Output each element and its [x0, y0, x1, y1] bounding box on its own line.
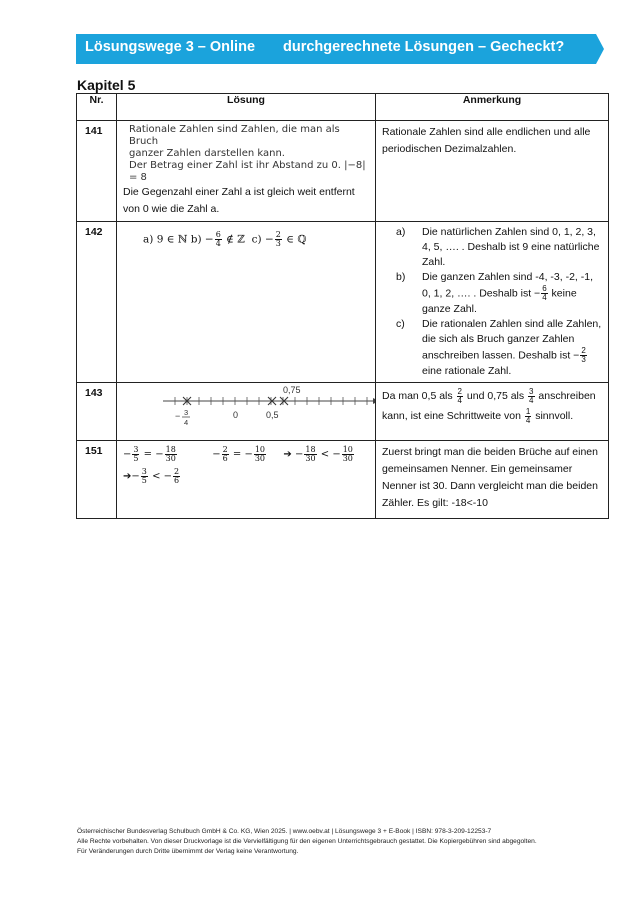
label-zero: 0: [233, 410, 239, 420]
remark-text: Da man 0,5 als: [382, 390, 456, 402]
row-number: 141: [77, 121, 117, 222]
arrow-icon: ➔: [123, 471, 132, 482]
numerator: 6: [215, 230, 221, 239]
handwritten-line: Rationale Zahlen sind Zahlen, die man als Bruch: [129, 124, 340, 147]
remark-text: sinnvoll.: [532, 410, 574, 422]
solution-cell: [117, 441, 376, 519]
label-half: 0,5: [266, 410, 279, 420]
item-label: a): [396, 226, 406, 238]
remark-cell: Rationale Zahlen sind alle endlichen und alle periodischen Dezimalzahlen.: [376, 121, 609, 222]
fraction: $\frac{3}{5}$: [141, 467, 147, 485]
remark-cell: [376, 383, 609, 441]
list-item: [396, 225, 602, 270]
fraction: [457, 388, 463, 405]
remark-cell: [376, 222, 609, 383]
arrow-head: [373, 398, 375, 404]
set-membership-line: [123, 225, 369, 248]
solution-cell: [117, 121, 376, 222]
footer-line: Österreichischer Bundesverlag Schulbuch GmbH & Co. KG, Wien 2025. | www.oebv.at | Lösungswege 3 + E-Book | ISBN: 978-3-209-12253-7: [77, 828, 492, 835]
fraction: $\frac{3}{5}$: [133, 445, 139, 463]
list-item: [396, 270, 602, 317]
equation-line: − $\frac{3}{5}$ = − $\frac{18}{30}$ − $\frac{2}{6}$ = − $\frac{10}{30}$ ➔ − $\frac{18}{30}$ < − $\frac{10}{30}$: [123, 445, 353, 463]
equation-line: ➔− $\frac{3}{5}$ < − $\frac{2}{6}$: [123, 467, 180, 485]
table-row: [77, 383, 609, 441]
item-label: b): [396, 271, 406, 283]
numerator: 1: [525, 406, 531, 416]
arrow-icon: ➔: [283, 449, 292, 460]
item-text: keine ganze Zahl.: [422, 287, 577, 315]
fraction: $\frac{18}{30}$: [165, 445, 176, 463]
fraction: [275, 231, 282, 248]
solution-cell: [117, 383, 376, 441]
fraction: $\frac{10}{30}$: [342, 445, 353, 463]
page-footer: [77, 827, 537, 857]
denominator: 3: [581, 355, 586, 364]
fraction: [541, 285, 547, 302]
denominator: 4: [457, 395, 462, 405]
denominator: 3: [275, 239, 281, 248]
handwritten-line: ganzer Zahlen darstellen kann.: [129, 148, 285, 159]
table-header-row: [77, 94, 609, 121]
header-banner: [76, 34, 604, 64]
number-line: [117, 383, 375, 437]
list-item: [396, 317, 602, 379]
denominator: 4: [542, 293, 547, 302]
item-text: Die natürlichen Zahlen sind 0, 1, 2, 3, 4, 5, …. . Deshalb ist 9 eine natürliche Zahl.: [422, 226, 600, 268]
footer-line: Alle Rechte vorbehalten. Von dieser Druckvorlage ist die Vervielfältigung für den eigenen Unterrichtsgebrauch gestattet. Die Kopiergebühren sind abgegolten.: [77, 838, 537, 845]
handwritten-line: Der Betrag einer Zahl ist ihr Abstand zu 0. |−8| = 8: [129, 160, 366, 183]
denominator: 4: [525, 415, 531, 425]
numerator: 2: [581, 346, 586, 355]
fraction: $\frac{2}{6}$: [174, 467, 180, 485]
item-label: c): [396, 318, 405, 330]
col-header-loesung: Lösung: [117, 94, 376, 121]
label-075: 0,75: [283, 385, 301, 395]
row-number: 143: [77, 383, 117, 441]
remark-cell: Zuerst bringt man die beiden Brüche auf einen gemeinsamen Nenner. Ein gemeinsamer Nenner ist 30. Dann vergleicht man die beiden Zähler. Es gilt: -18<-10: [376, 441, 609, 519]
fraction: $\frac{2}{6}$: [222, 445, 228, 463]
footer-line: Für Veränderungen durch Dritte übernimmt der Verlag keine Verantwortung.: [77, 848, 299, 855]
membership-a: a) 9 ∈ ℕ: [143, 233, 188, 246]
denominator: 4: [215, 239, 221, 248]
col-header-nr: Nr.: [77, 94, 117, 121]
solution-cell: [117, 222, 376, 383]
fraction: $\frac{10}{30}$: [254, 445, 266, 463]
fraction: [525, 408, 531, 425]
label-neg-sign: −: [175, 411, 181, 421]
remark-text: und 0,75 als: [464, 390, 528, 402]
numerator: 3: [529, 386, 534, 396]
item-text: Die ganzen Zahlen sind -4, -3, -2, -1, 0, 1, 2, …. . Deshalb ist −: [422, 271, 594, 300]
row-number: 151: [77, 441, 117, 519]
table-row: [77, 121, 609, 222]
remark-text: anschreiben kann, ist eine Schrittweite von: [382, 390, 596, 422]
label-neg-denominator: 4: [184, 418, 189, 427]
fraction: [580, 347, 586, 364]
item-text: Die rationalen Zahlen sind alle Zahlen, die sich als Bruch ganzer Zahlen anschreiben lassen. Deshalb ist −: [422, 318, 602, 362]
solution-text: Die Gegenzahl einer Zahl a ist gleich weit entfernt von 0 wie die Zahl a.: [123, 186, 355, 215]
membership-c-suffix: ∈ ℚ: [286, 233, 307, 246]
denominator: 4: [529, 395, 534, 405]
table-row: [77, 222, 609, 383]
fraction: $\frac{18}{30}$: [305, 445, 316, 463]
label-neg-numerator: 3: [184, 408, 189, 417]
row-number: 142: [77, 222, 117, 383]
remark-list: [382, 225, 602, 379]
fraction: [528, 388, 534, 405]
banner-subtitle: durchgerechnete Lösungen – Gecheckt?: [283, 39, 565, 55]
solutions-table: [76, 93, 609, 519]
numerator: 2: [275, 230, 281, 239]
banner-title: Lösungswege 3 – Online: [85, 39, 256, 55]
numerator: 6: [542, 284, 547, 293]
membership-b-prefix: b) −: [190, 233, 214, 246]
numerator: 2: [457, 386, 462, 396]
chapter-heading: Kapitel 5: [77, 77, 136, 93]
fraction: [215, 231, 222, 248]
item-text: eine rationale Zahl.: [422, 365, 512, 377]
table-row: [77, 441, 609, 519]
col-header-anmerkung: Anmerkung: [376, 94, 609, 121]
membership-b-suffix: ∉ ℤ: [226, 233, 245, 246]
membership-c-prefix: c) −: [251, 233, 274, 246]
